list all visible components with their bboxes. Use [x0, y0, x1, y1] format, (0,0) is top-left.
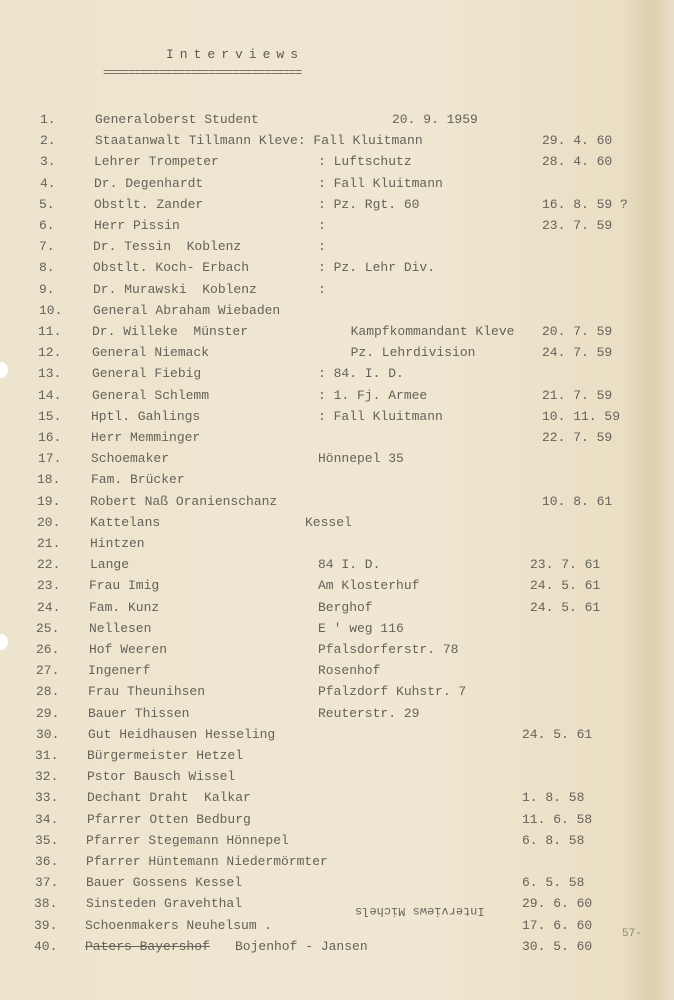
item-date: 6. 5. 58: [522, 875, 585, 891]
item-name: Pfarrer Otten Bedburg: [87, 811, 251, 827]
item-date: 24. 5. 61: [530, 599, 601, 615]
item-name: Sinsteden Gravehthal: [86, 896, 243, 912]
item-name: General Niemack: [92, 345, 210, 361]
item-number: 27.: [36, 663, 60, 679]
item-date: 1. 8. 58: [522, 790, 585, 806]
item-detail: : Fall Kluitmann: [318, 408, 443, 424]
item-detail: Pfalsdorferstr. 78: [318, 642, 459, 657]
item-name: Bürgermeister Hetzel: [87, 748, 244, 763]
item-name: Obstlt. Zander: [94, 196, 204, 212]
item-name: Fam. Kunz: [89, 599, 160, 615]
list-item: [0, 324, 674, 344]
list-item: [0, 366, 674, 386]
item-number: 4.: [40, 175, 56, 191]
item-name: Ingenerf: [88, 663, 151, 679]
item-number: 6.: [39, 218, 55, 233]
item-detail: E ' weg 116: [318, 620, 404, 636]
item-date: 24. 7. 59: [542, 345, 613, 361]
list-item: [0, 197, 674, 217]
item-detail: : 1. Fj. Armee: [318, 387, 428, 403]
item-date: 20. 9. 1959: [392, 112, 478, 127]
item-number: 24.: [37, 599, 61, 615]
item-date: 10. 8. 61: [542, 493, 613, 509]
item-detail: Pz. Lehrdivision: [335, 345, 476, 361]
item-name: Pfarrer Stegemann Hönnepel: [86, 832, 289, 848]
item-name: Kattelans: [90, 514, 161, 530]
item-number: 1.: [40, 112, 56, 127]
list-item: [0, 578, 674, 598]
item-date: 24. 5. 61: [522, 726, 593, 742]
item-detail: Kessel: [305, 514, 352, 530]
item-name: Hof Weeren: [89, 642, 168, 657]
item-number: 19.: [37, 493, 61, 509]
item-number: 12.: [38, 345, 62, 361]
item-name: Nellesen: [89, 620, 152, 636]
item-number: 10.: [39, 302, 63, 318]
item-date: 30. 5. 60: [522, 938, 593, 954]
item-detail: Berghof: [318, 599, 373, 615]
item-name: General Abraham Wiebaden: [93, 302, 281, 318]
item-detail: :: [318, 281, 326, 297]
list-item: [0, 790, 674, 810]
list-item: [0, 303, 674, 323]
item-name: Herr Pissin: [94, 218, 180, 233]
item-number: 8.: [39, 260, 55, 276]
item-date: 29. 6. 60: [522, 896, 593, 912]
list-item: [0, 282, 674, 302]
item-name: Staatanwalt Tillmann Kleve: Fall Kluitmann: [95, 133, 423, 149]
list-item: [0, 451, 674, 471]
list-item: [0, 769, 674, 789]
item-number: 13.: [38, 366, 62, 382]
item-name: Bauer Gossens Kessel: [86, 875, 243, 891]
item-name: Fam. Brücker: [91, 472, 185, 488]
list-item: [0, 154, 674, 174]
item-number: 37.: [35, 875, 59, 891]
item-name: Schoemaker: [91, 451, 170, 467]
list-item: [0, 388, 674, 408]
item-detail: : Pz. Lehr Div.: [318, 260, 436, 276]
item-number: 38.: [34, 896, 58, 912]
item-number: 18.: [37, 472, 61, 488]
item-number: 3.: [40, 154, 56, 170]
list-item: [0, 133, 674, 153]
item-date: 10. 11. 59: [542, 408, 621, 424]
item-number: 40.: [34, 938, 58, 954]
item-name: Pstor Bausch Wissel: [87, 769, 236, 785]
item-date: 11. 6. 58: [522, 811, 593, 827]
item-number: 9.: [39, 281, 55, 297]
item-name: Dr. Murawski Koblenz: [93, 281, 257, 297]
list-item: [0, 536, 674, 556]
item-date: 22. 7. 59: [542, 430, 613, 445]
list-item: [0, 409, 674, 429]
list-item: [0, 430, 674, 450]
list-item: [0, 218, 674, 238]
item-name: Pfarrer Hüntemann Niedermörmter: [86, 854, 328, 869]
item-name: Hptl. Gahlings: [91, 408, 201, 424]
list-item: [0, 621, 674, 641]
item-date: 21. 7. 59: [542, 387, 613, 403]
item-name: Lehrer Trompeter: [94, 154, 219, 170]
item-date: 24. 5. 61: [530, 578, 601, 594]
list-item: [0, 812, 674, 832]
list-item: [0, 112, 674, 132]
list-item: [0, 684, 674, 704]
item-name: Gut Heidhausen Hesseling: [88, 726, 276, 742]
item-detail: :: [318, 239, 326, 255]
list-item: [0, 875, 674, 895]
item-date: 23. 7. 59: [542, 218, 613, 233]
item-date: 20. 7. 59: [542, 324, 613, 339]
list-item: [0, 663, 674, 683]
list-item: [0, 600, 674, 620]
item-number: 22.: [37, 557, 61, 573]
item-number: 14.: [38, 387, 62, 403]
item-name: Hintzen: [90, 536, 145, 551]
item-name: Obstlt. Koch- Erbach: [93, 260, 250, 276]
list-item: [0, 642, 674, 662]
document-title: Interviews: [166, 47, 305, 62]
item-detail: : Pz. Rgt. 60: [318, 196, 420, 212]
item-number: 36.: [35, 854, 59, 869]
list-item: [0, 345, 674, 365]
title-underline: ================================: [103, 66, 302, 80]
mirrored-note: Interviews Michels: [355, 904, 485, 918]
list-item: [0, 239, 674, 259]
item-name: Dr. Willeke Münster: [92, 324, 249, 339]
struck-text: Paters Bayershof: [85, 938, 210, 954]
list-item: [0, 260, 674, 280]
item-detail: Pfalzdorf Kuhstr. 7: [318, 684, 467, 700]
item-number: 33.: [35, 790, 59, 806]
list-item: [0, 176, 674, 196]
item-number: 26.: [36, 642, 60, 657]
item-name: Dechant Draht Kalkar: [87, 790, 251, 806]
item-detail: Rosenhof: [318, 663, 381, 679]
item-name: Frau Theunihsen: [88, 684, 206, 700]
list-item: [0, 557, 674, 577]
list-item: [0, 939, 674, 959]
item-detail: Reuterstr. 29: [318, 705, 420, 721]
item-number: 5.: [39, 196, 55, 212]
item-number: 35.: [35, 832, 59, 848]
item-date: 17. 6. 60: [522, 917, 593, 933]
item-date: 6. 8. 58: [522, 832, 585, 848]
list-item: [0, 472, 674, 492]
item-number: 7.: [39, 239, 55, 255]
item-number: 23.: [37, 578, 61, 594]
item-number: 34.: [35, 811, 59, 827]
item-number: 32.: [35, 769, 59, 785]
item-number: 30.: [36, 726, 60, 742]
item-detail: Kampfkommandant Kleve: [335, 324, 515, 339]
item-number: 2.: [40, 133, 56, 149]
item-name: Dr. Tessin Koblenz: [93, 239, 242, 255]
item-name: General Fiebig: [92, 366, 202, 382]
item-number: 29.: [36, 705, 60, 721]
item-date: 23. 7. 61: [530, 557, 601, 573]
item-number: 20.: [37, 514, 61, 530]
item-detail: : Fall Kluitmann: [318, 175, 443, 191]
item-name: Lange: [90, 557, 130, 573]
item-number: 25.: [36, 620, 60, 636]
item-name: Dr. Degenhardt: [94, 175, 204, 191]
item-number: 28.: [36, 684, 60, 700]
item-name: Bauer Thissen: [88, 705, 190, 721]
item-detail: : 84. I. D.: [318, 366, 404, 382]
list-item: [0, 833, 674, 853]
item-detail: Am Klosterhuf: [318, 578, 420, 594]
item-name: General Schlemm: [92, 387, 210, 403]
item-name: Generaloberst Student: [95, 112, 259, 127]
item-detail: :: [318, 218, 326, 233]
list-item: [0, 896, 674, 916]
item-date: 28. 4. 60: [542, 154, 613, 170]
item-number: 31.: [35, 748, 59, 763]
list-item: [0, 727, 674, 747]
item-detail: 84 I. D.: [318, 557, 381, 573]
list-item: [0, 494, 674, 514]
item-name: Bojenhof - Jansen: [235, 938, 368, 954]
list-item: [0, 854, 674, 874]
item-name: Herr Memminger: [91, 430, 201, 445]
item-number: 21.: [37, 536, 61, 551]
item-number: 17.: [38, 451, 62, 467]
item-number: 39.: [34, 917, 58, 933]
list-item: [0, 515, 674, 535]
list-item: [0, 918, 674, 938]
item-detail: : Luftschutz: [318, 154, 412, 170]
list-item: [0, 706, 674, 726]
margin-mark: 57-: [622, 928, 642, 940]
list-item: [0, 748, 674, 768]
item-number: 11.: [38, 324, 62, 339]
item-number: 16.: [38, 430, 62, 445]
item-date: 29. 4. 60: [542, 133, 613, 149]
item-date: 16. 8. 59 ?: [542, 196, 628, 212]
item-name: Schoenmakers Neuhelsum .: [85, 917, 273, 933]
item-number: 15.: [38, 408, 62, 424]
item-detail: Hönnepel 35: [318, 451, 404, 467]
item-name: Frau Imig: [89, 578, 160, 594]
item-name: Robert Naß Oranienschanz: [90, 493, 278, 509]
